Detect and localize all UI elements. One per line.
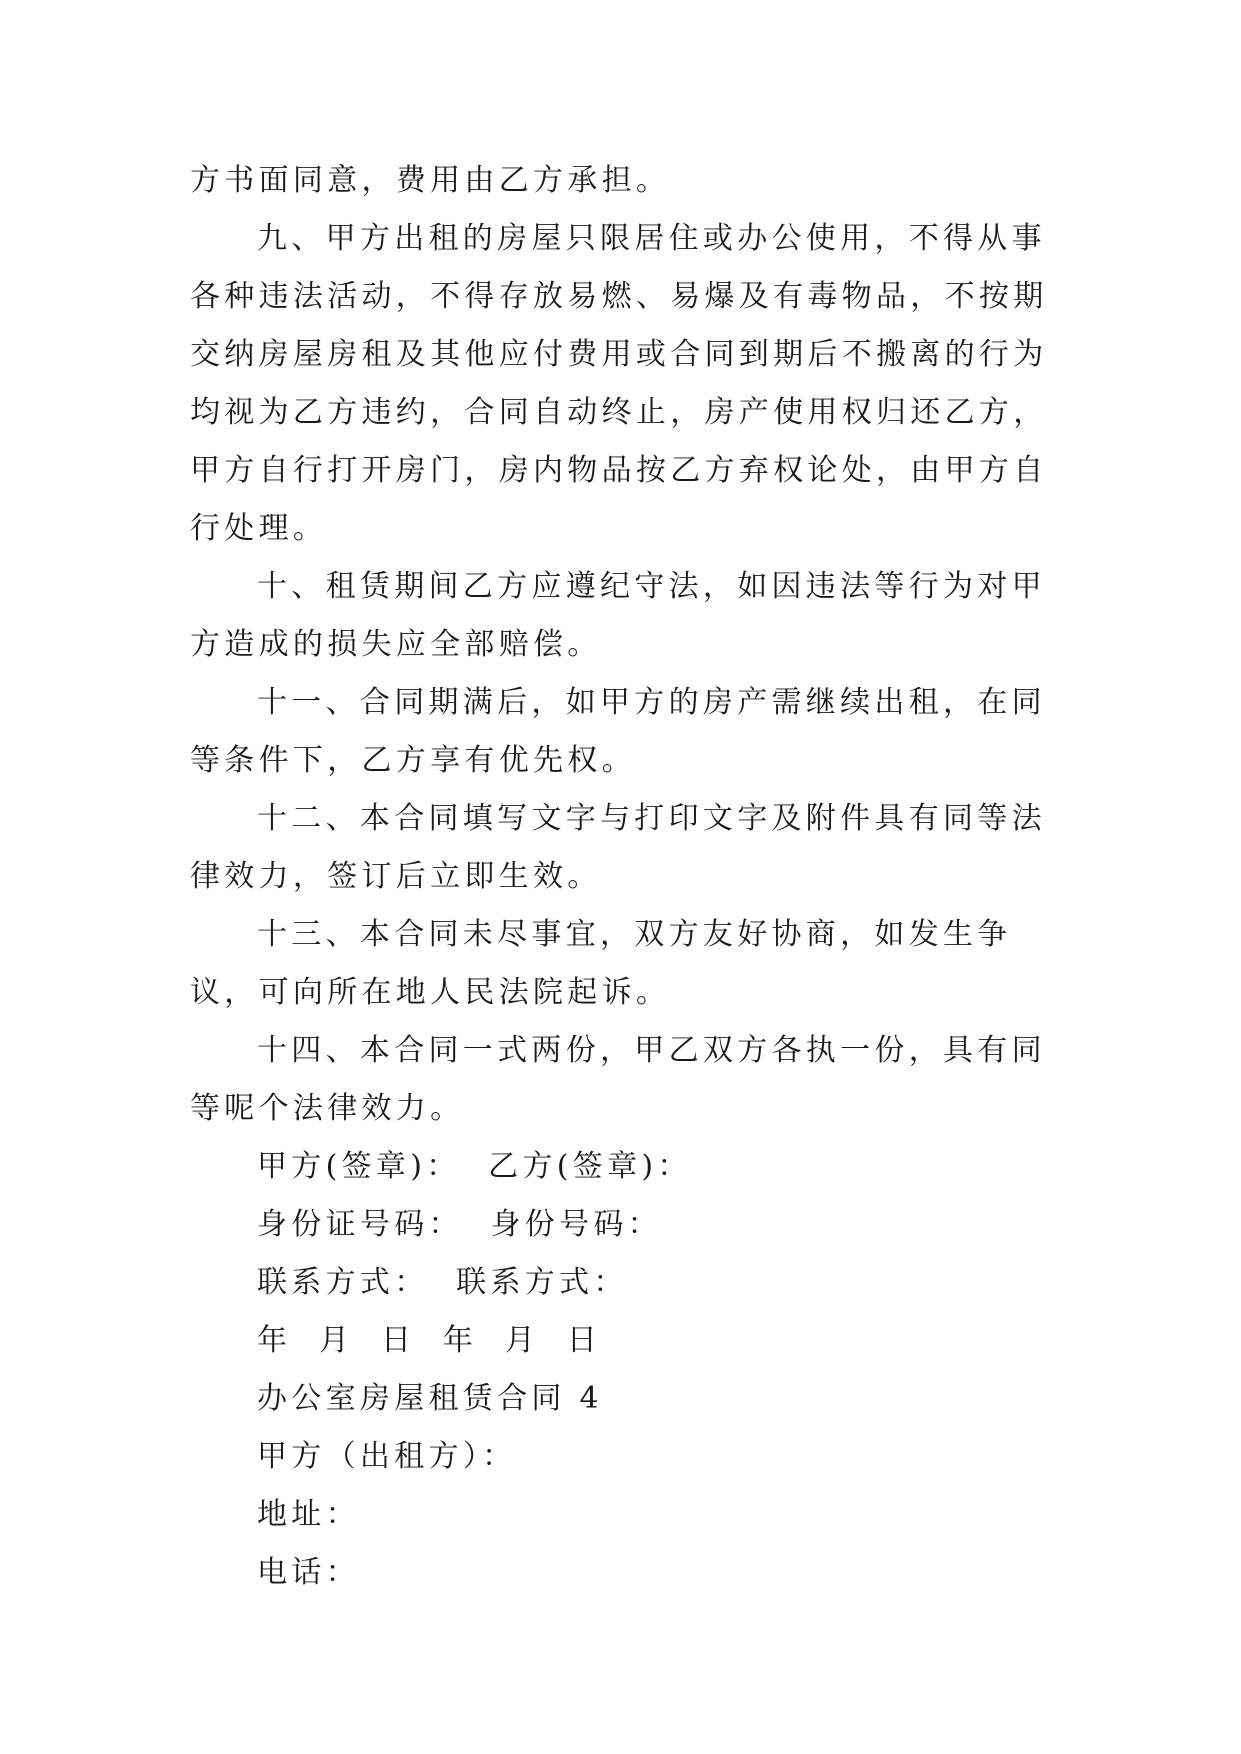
paragraph-continuation: 方书面同意，费用由乙方承担。 <box>190 163 671 198</box>
signature-line-date: 年 月 日 年 月 日 <box>257 1323 602 1358</box>
signature-line-contact: 联系方式： 联系方式： <box>257 1265 628 1300</box>
clause-11: 十一、合同期满后，如甲方的房产需继续出租，在同等条件下，乙方享有优先权。 <box>190 685 1046 778</box>
clause-12: 十二、本合同填写文字与打印文字及附件具有同等法律效力，签订后立即生效。 <box>190 801 1046 894</box>
clause-13: 十三、本合同未尽事宜，双方友好协商，如发生争议，可向所在地人民法院起诉。 <box>190 917 1012 1010</box>
clause-9: 九、甲方出租的房屋只限居住或办公使用，不得从事各种违法活动，不得存放易燃、易爆及有毒物品，不按期交纳房屋房租及其他应付费用或合同到期后不搬离的行为均视为乙方违约，合同自动终止，房产使用权归还乙方，甲方自行打开房门，房内物品按乙方弃权论处，由甲方自行处理。 <box>190 221 1048 546</box>
next-contract-title: 办公室房屋租赁合同 4 <box>257 1381 603 1416</box>
clause-14: 十四、本合同一式两份，甲乙双方各执一份，具有同等呢个法律效力。 <box>190 1033 1046 1126</box>
field-phone: 电话： <box>257 1555 360 1590</box>
field-lessor: 甲方（出租方）： <box>257 1439 517 1474</box>
clause-10: 十、租赁期间乙方应遵纪守法，如因违法等行为对甲方造成的损失应全部赔偿。 <box>190 569 1046 662</box>
field-address: 地址： <box>257 1497 360 1532</box>
contract-body <box>190 152 1050 1602</box>
signature-line-parties: 甲方(签章)： 乙方(签章)： <box>257 1149 692 1184</box>
signature-line-id: 身份证号码： 身份号码： <box>257 1207 662 1242</box>
